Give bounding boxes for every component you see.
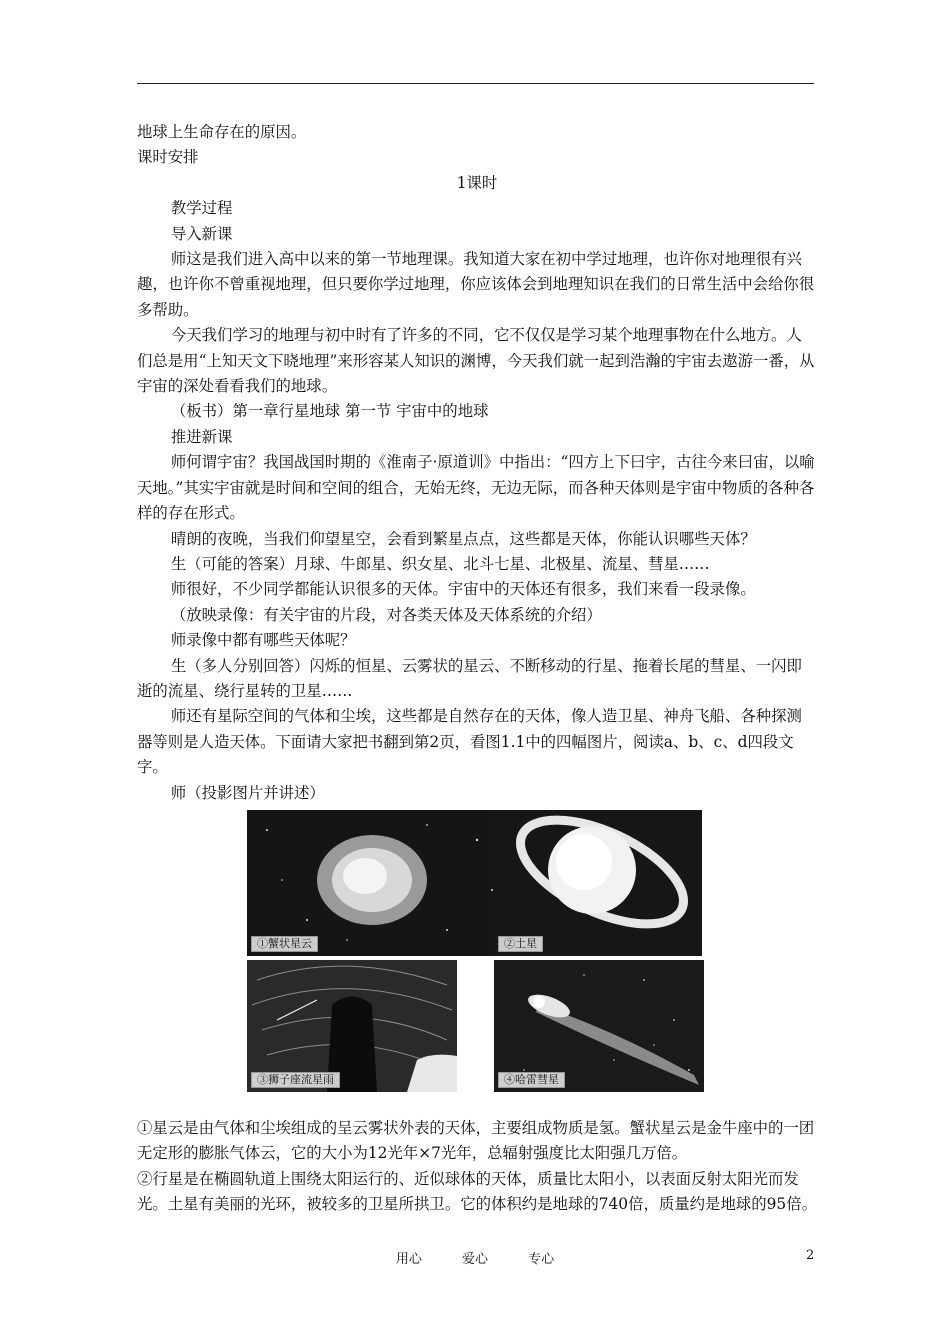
figure-grid bbox=[137, 810, 817, 1108]
paragraph: ②行星是在椭圆轨道上围绕太阳运行的、近似球体的天体，质量比太阳小，以表面反射太阳光而发光。土星有美丽的光环，被较多的卫星所拱卫。它的体积约是地球的740倍，质量约是地球的95倍。 bbox=[137, 1169, 817, 1214]
paragraph: 生（多人分别回答）闪烁的恒星、云雾状的星云、不断移动的行星、拖着长尾的彗星、一闪即逝的流星、绕行星转的卫星…… bbox=[137, 656, 802, 700]
paragraph: 今天我们学习的地理与初中时有了许多的不同，它不仅仅是学习某个地理事物在什么地方。人们总是用“上知天文下晓地理”来形容某人知识的渊博，今天我们就一起到浩瀚的宇宙去遨游一番，从宇宙的深处看看我们的地球。 bbox=[137, 326, 815, 396]
section-heading: 教学过程 bbox=[170, 199, 233, 218]
paragraph: 师（投影图片并讲述） bbox=[170, 783, 325, 802]
footer-text: 用心 bbox=[395, 1252, 422, 1267]
paragraph: 师何谓宇宙？我国战国时期的《淮南子·原道训》中指出：“四方上下曰宇，古往今来曰宙，以喻天地。”其实宇宙就是时间和空间的组合，无始无终，无边无际，而各种天体则是宇宙中物质的各种各样的存在形式。 bbox=[137, 453, 815, 523]
paragraph: ①星云是由气体和尘埃组成的呈云雾状外表的天体，主要组成物质是氢。蟹状星云是金牛座中的一团无定形的膨胀气体云，它的大小为12光年×7光年，总辐射强度比太阳强几万倍。 bbox=[137, 1118, 815, 1163]
paragraph: （放映录像：有关宇宙的片段，对各类天体及天体系统的介绍） bbox=[170, 605, 602, 624]
meteor-shower-photo bbox=[247, 960, 457, 1092]
paragraph: （板书）第一章行星地球 第一节 宇宙中的地球 bbox=[170, 402, 489, 421]
lesson-count: 1课时 bbox=[456, 173, 498, 192]
paragraph: 师录像中都有哪些天体呢？ bbox=[170, 631, 356, 650]
document-body bbox=[137, 120, 817, 1218]
page-number: 2 bbox=[806, 1248, 815, 1263]
figure-caption: ①蟹状星云 bbox=[251, 936, 318, 952]
section-heading: 课时安排 bbox=[137, 148, 199, 167]
paragraph: 师还有星际空间的气体和尘埃，这些都是自然存在的天体，像人造卫星、神舟飞船、各种探测器等则是人造天体。下面请大家把书翻到第2页，看图1.1中的四幅图片，阅读a、b、c、d四段文字。 bbox=[137, 707, 802, 777]
footer-text: 专心 bbox=[528, 1252, 555, 1267]
section-heading: 导入新课 bbox=[170, 224, 233, 243]
paragraph: 生（可能的答案）月球、牛郎星、织女星、北斗七星、北极星、流星、彗星…… bbox=[170, 554, 710, 573]
figure-caption: ④哈雷彗星 bbox=[498, 1072, 565, 1088]
paragraph: 地球上生命存在的原因。 bbox=[137, 123, 307, 141]
paragraph: 晴朗的夜晚，当我们仰望星空，会看到繁星点点，这些都是天体，你能认识哪些天体？ bbox=[170, 529, 756, 548]
saturn-photo bbox=[494, 810, 702, 956]
header-rule bbox=[137, 83, 814, 84]
paragraph: 师很好，不少同学都能认识很多的天体。宇宙中的天体还有很多，我们来看一段录像。 bbox=[170, 580, 756, 599]
halley-comet-photo bbox=[494, 960, 704, 1092]
figure-caption: ②土星 bbox=[498, 936, 543, 952]
section-heading: 推进新课 bbox=[170, 427, 233, 446]
figure-caption: ③狮子座流星雨 bbox=[251, 1072, 340, 1088]
footer-text: 爱心 bbox=[461, 1252, 488, 1267]
crab-nebula-photo bbox=[247, 810, 509, 956]
paragraph: 师这是我们进入高中以来的第一节地理课。我知道大家在初中学过地理，也许你对地理很有兴趣，也许你不曾重视地理，但只要你学过地理，你应该体会到地理知识在我们的日常生活中会给你很多帮助。 bbox=[137, 250, 815, 319]
